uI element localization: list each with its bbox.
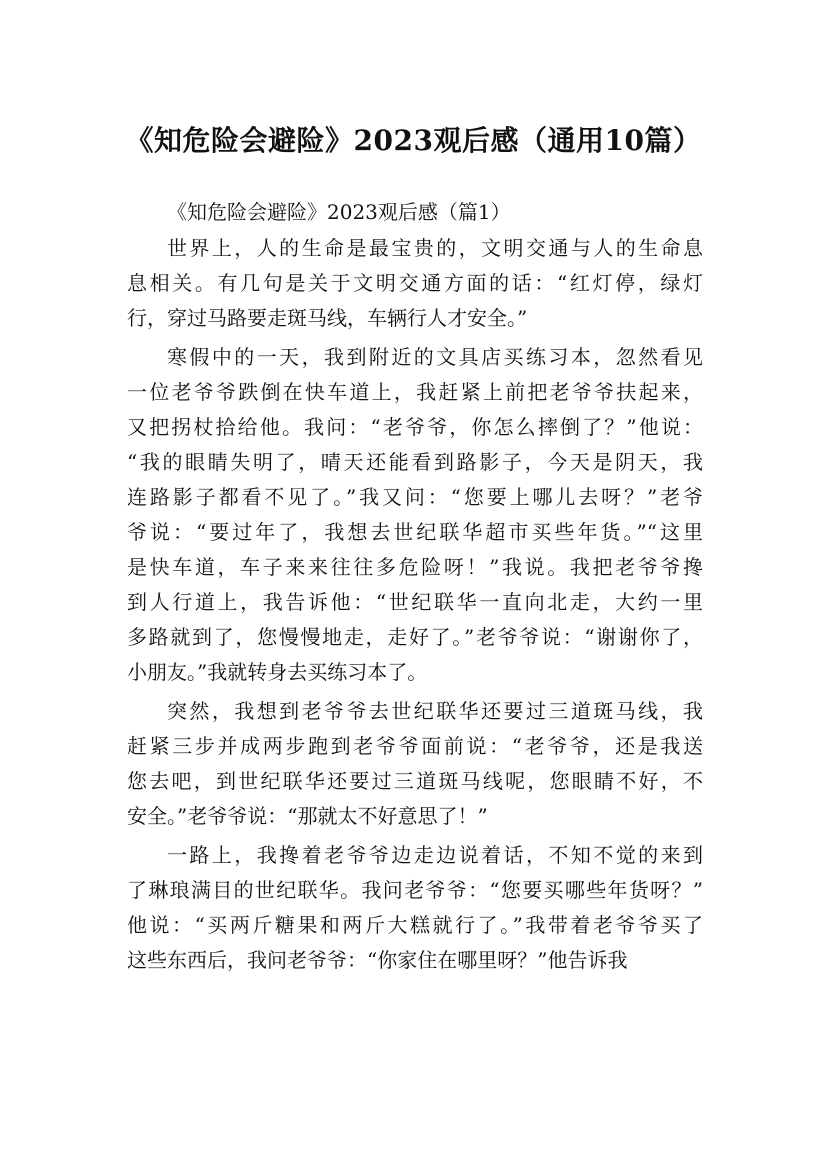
paragraph-line: 赶紧三步并成两步跑到老爷爷面前说：“老爷爷，还是我送 [127,734,703,758]
paragraph-line: “我的眼睛失明了，晴天还能看到路影子，今天是阴天，我 [127,450,703,474]
paragraph-line: 息相关。有几句是关于文明交通方面的话：“红灯停，绿灯 [127,271,703,295]
paragraph [127,838,703,978]
paragraph-line: 行，穿过马路要走斑马线，车辆行人才安全。” [127,306,528,330]
paragraph-line: 您去吧，到世纪联华还要过三道斑马线呢，您眼睛不好，不 [127,769,703,793]
paragraph-line: 安全。”老爷爷说：“那就太不好意思了！” [127,804,488,828]
paragraph-line: 一路上，我搀着老爷爷边走边说着话，不知不觉的来到 [167,843,703,867]
paragraph-list [127,231,703,978]
paragraph-line: 多路就到了，您慢慢地走，走好了。”老爷爷说：“谢谢你了， [127,625,703,649]
paragraph [127,231,703,336]
paragraph-line: 寒假中的一天，我到附近的文具店买练习本，忽然看见 [167,345,703,369]
document-body [127,197,703,978]
paragraph-line: 他说：“买两斤糖果和两斤大糕就行了。”我带着老爷爷买了 [127,913,703,937]
section-heading: 《知危险会避险》2023观后感（篇1） [167,200,511,224]
paragraph-line: 爷说：“要过年了，我想去世纪联华超市买些年货。”“这里 [127,520,703,544]
paragraph-line: 一位老爷爷跌倒在快车道上，我赶紧上前把老爷爷扶起来， [127,380,703,404]
paragraph [127,694,703,834]
paragraph-line: 是快车道，车子来来往往多危险呀！”我说。我把老爷爷搀 [127,555,703,579]
paragraph-line: 连路影子都看不见了。”我又问：“您要上哪儿去呀？”老爷 [127,485,703,509]
paragraph-line: 这些东西后，我问老爷爷：“你家住在哪里呀？”他告诉我 [127,948,628,972]
paragraph-line: 小朋友。”我就转身去买练习本了。 [127,660,428,684]
paragraph-line: 世界上，人的生命是最宝贵的，文明交通与人的生命息 [167,236,703,260]
paragraph-line: 了琳琅满目的世纪联华。我问老爷爷：“您要买哪些年货呀？” [127,878,703,902]
document-title: 《知危险会避险》2023观后感（通用10篇） [125,123,702,157]
paragraph-line: 到人行道上，我告诉他：“世纪联华一直向北走，大约一里 [127,590,703,614]
paragraph-line: 突然，我想到老爷爷去世纪联华还要过三道斑马线，我 [167,699,703,723]
paragraph [127,340,703,690]
paragraph-line: 又把拐杖拾给他。我问：“老爷爷，你怎么摔倒了？”他说： [127,415,703,439]
